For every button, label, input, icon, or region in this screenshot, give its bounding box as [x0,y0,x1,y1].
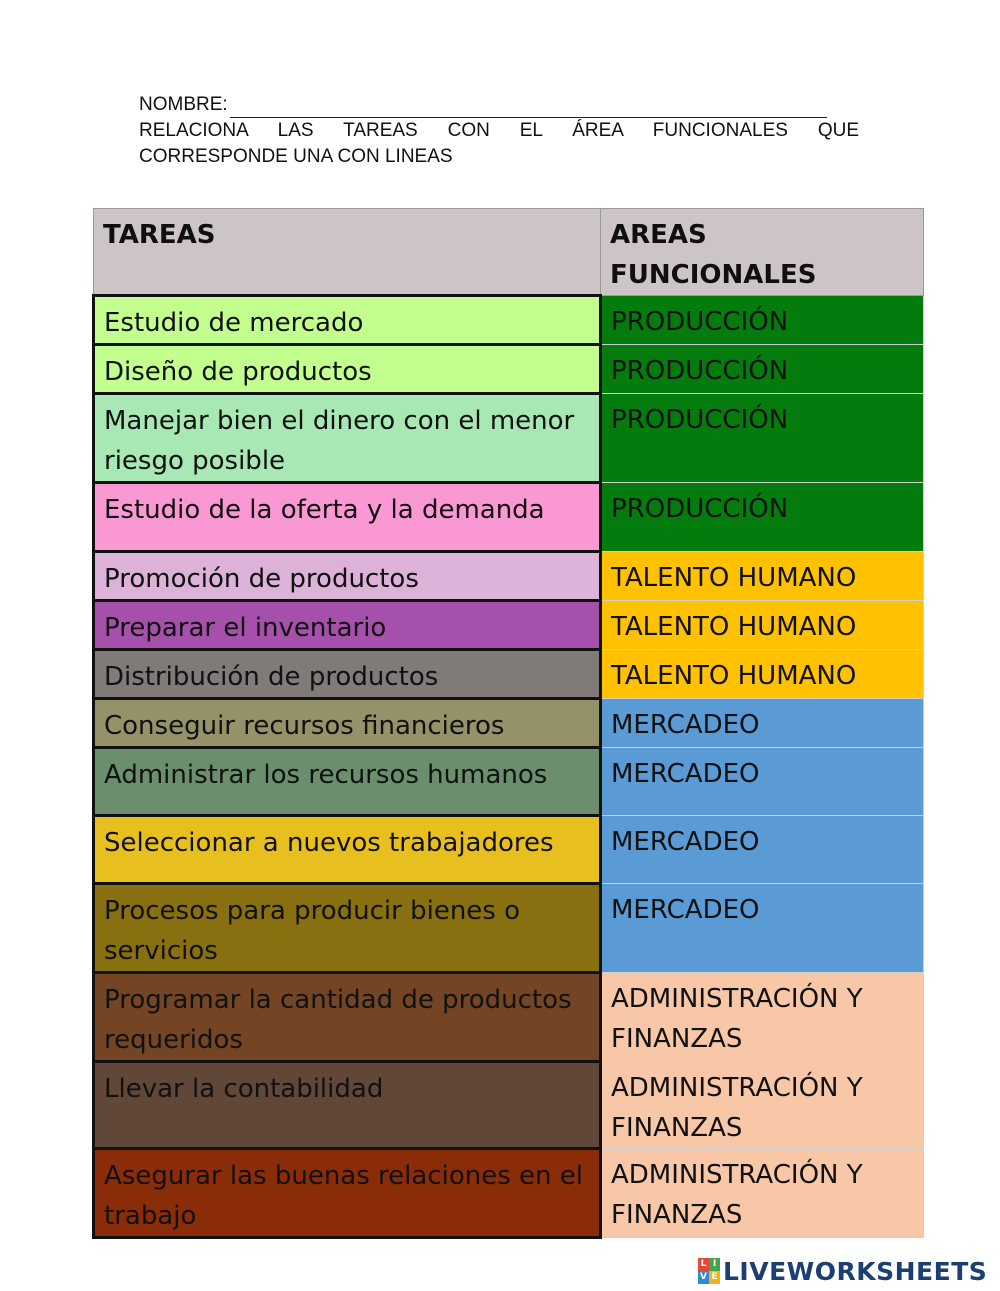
table-row [94,394,924,483]
task-cell[interactable]: Conseguir recursos financieros [94,699,601,748]
task-cell[interactable]: Programar la cantidad de productos requeridos [94,973,601,1062]
liveworksheets-logo [698,1257,987,1285]
table-row [94,650,924,699]
area-cell[interactable]: PRODUCCIÓN [601,394,924,483]
area-cell[interactable]: MERCADEO [601,816,924,884]
name-line [139,92,859,118]
task-cell[interactable]: Asegurar las buenas relaciones en el trabajo [94,1149,601,1238]
task-cell[interactable]: Diseño de productos [94,345,601,394]
table-row [94,699,924,748]
task-cell[interactable]: Manejar bien el dinero con el menor riesgo posible [94,394,601,483]
table-row [94,973,924,1062]
task-cell[interactable]: Administrar los recursos humanos [94,748,601,816]
instructions-line-2: CORRESPONDE UNA CON LINEAS [139,146,453,167]
worksheet-header [139,92,859,170]
task-cell[interactable]: Procesos para producir bienes o servicios [94,884,601,973]
table-row [94,552,924,601]
area-cell[interactable]: TALENTO HUMANO [601,601,924,650]
name-label: NOMBRE: [139,94,228,115]
logo-text: LIVEWORKSHEETS [723,1256,988,1286]
area-cell[interactable]: MERCADEO [601,884,924,973]
table-header-row [94,209,924,296]
tasks-header: TAREAS [94,209,601,296]
area-cell[interactable]: TALENTO HUMANO [601,552,924,601]
table-body [94,296,924,1238]
task-cell[interactable]: Preparar el inventario [94,601,601,650]
area-cell[interactable]: PRODUCCIÓN [601,345,924,394]
matching-table [92,208,924,1239]
table-row [94,345,924,394]
area-cell[interactable]: PRODUCCIÓN [601,296,924,345]
area-cell[interactable]: PRODUCCIÓN [601,483,924,552]
table-row [94,1149,924,1238]
area-cell[interactable]: ADMINISTRACIÓN Y FINANZAS [601,1149,924,1238]
area-cell[interactable]: TALENTO HUMANO [601,650,924,699]
area-cell[interactable]: MERCADEO [601,748,924,816]
area-cell[interactable]: ADMINISTRACIÓN Y FINANZAS [601,973,924,1062]
task-cell[interactable]: Estudio de la oferta y la demanda [94,483,601,552]
instructions-line-1: RELACIONA LAS TAREAS CON EL ÁREA FUNCIONALES QUE [139,120,859,141]
table-row [94,816,924,884]
table-row [94,296,924,345]
table-row [94,1062,924,1149]
task-cell[interactable]: Estudio de mercado [94,296,601,345]
task-cell[interactable]: Llevar la contabilidad [94,1062,601,1149]
table-row [94,483,924,552]
table-row [94,601,924,650]
task-cell[interactable]: Promoción de productos [94,552,601,601]
table-row [94,748,924,816]
task-cell[interactable]: Seleccionar a nuevos trabajadores [94,816,601,884]
areas-header: AREAS FUNCIONALES [601,209,924,296]
area-cell[interactable]: ADMINISTRACIÓN Y FINANZAS [601,1062,924,1149]
logo-mark-icon: L I V E [698,1258,720,1284]
table-row [94,884,924,973]
area-cell[interactable]: MERCADEO [601,699,924,748]
name-input-line[interactable] [230,97,827,118]
task-cell[interactable]: Distribución de productos [94,650,601,699]
